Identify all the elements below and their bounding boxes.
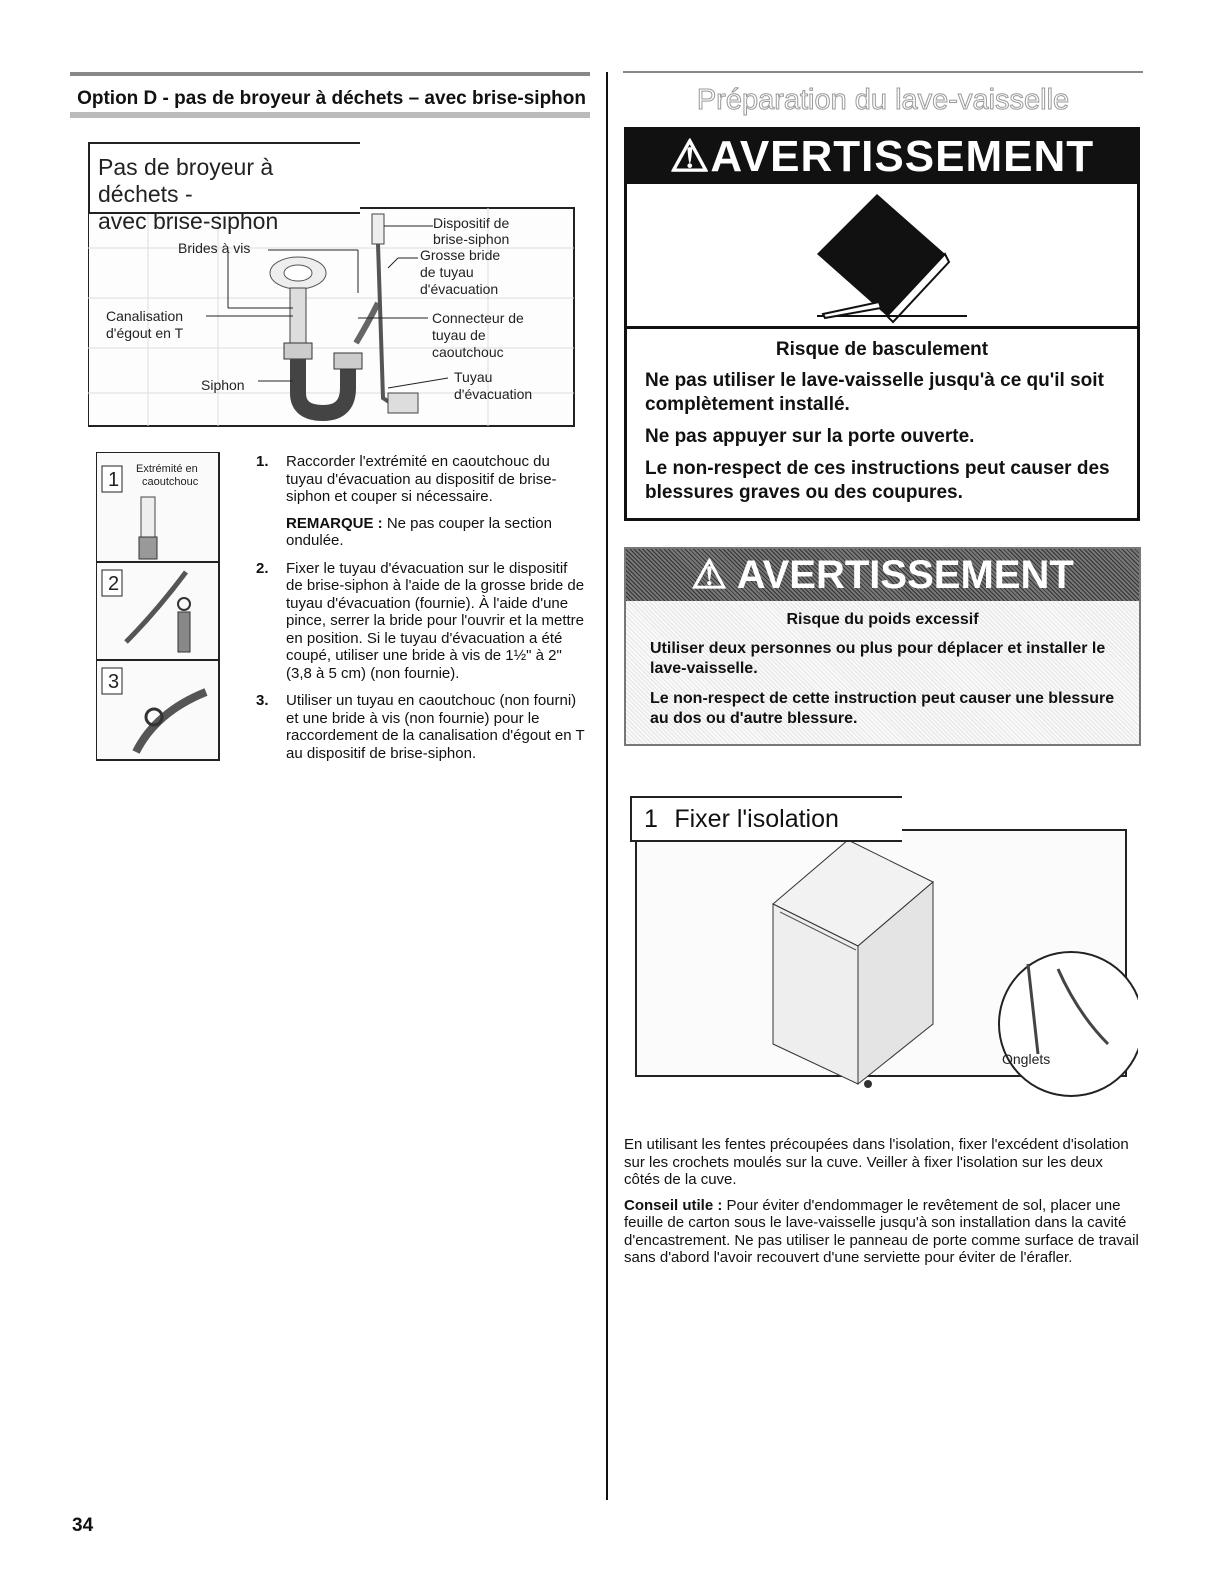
warning-weight: ⚠ AVERTISSEMENT Risque du poids excessif Utiliser deux personnes ou plus pour déplacer et installer le lave-vaisselle. Le non-respect de cette instruction peut causer une blessure au dos ou d'autre blessure. bbox=[624, 547, 1141, 746]
warning-triangle-icon: ⚠ bbox=[669, 132, 711, 181]
page-number: 34 bbox=[72, 1515, 94, 1536]
step-num-1: 1 bbox=[108, 469, 120, 491]
label-connect-2: tuyau de bbox=[432, 327, 486, 343]
header-rule bbox=[623, 71, 1143, 73]
diagram-title-line2: avec brise-siphon bbox=[98, 208, 279, 234]
label-dispositif-2: brise-siphon bbox=[433, 231, 510, 247]
label-dispositif-1: Dispositif de bbox=[433, 215, 510, 231]
warning-header: ⚠AVERTISSEMENT bbox=[627, 130, 1137, 184]
figure-title-tab bbox=[630, 796, 902, 842]
warning-tip-over: ⚠AVERTISSEMENT Risque de basculement Ne pas utiliser le lave-vaisselle jusqu'à ce qu'il soit complètement installé. Ne pas appuyer sur la porte ouverte. Le non-respect de ces instructions peut causer des blessures graves ou des coupures. bbox=[624, 127, 1140, 521]
remark: REMARQUE : Ne pas couper la section ondulée. bbox=[286, 514, 552, 549]
label-tuyau-2: d'évacuation bbox=[454, 386, 533, 402]
tip-over-icon bbox=[627, 184, 1137, 326]
label-grosse-3: d'évacuation bbox=[420, 281, 499, 297]
page-title: Préparation du lave-vaisselle bbox=[696, 84, 1070, 116]
list-item: 2. Fixer le tuyau d'évacuation sur le dispositif de brise-siphon à l'aide de la grosse bride de tuyau d'évacuation (fournie). À l'aide d'une pince, serrer la bride pour l'ouvrir et la mettre en position. Si le tuyau d'évacuation a été coupé, utiliser une bride à vis de 1½" à 2" (3,8 à 5 cm) (non fournie). bbox=[256, 559, 585, 682]
tip: Conseil utile : Pour éviter d'endommager le revêtement de sol, placer une feuille de carton sous le lave-vaisselle jusqu'à son installation dans la cavité d'encastrement. Ne pas utiliser le panneau de porte comme surface de travail sans d'abord l'avoir recouvert d'une serviette pour éviter de l'érafler. bbox=[624, 1196, 1139, 1266]
step-fig-label-2: caoutchouc bbox=[142, 476, 199, 488]
label-connect-1: Connecteur de bbox=[432, 310, 524, 326]
label-tuyau-1: Tuyau bbox=[454, 369, 493, 385]
column-divider bbox=[606, 72, 608, 1500]
diagram-title-line1: Pas de broyeur à déchets - bbox=[98, 154, 274, 207]
figure-title: Fixer l'isolation bbox=[674, 805, 839, 833]
figure-step-number: 1 bbox=[644, 805, 658, 833]
step-figures bbox=[96, 452, 221, 762]
step-num-2: 2 bbox=[108, 573, 120, 595]
tip-over-illustration bbox=[627, 184, 1137, 329]
diagram-title-box bbox=[88, 142, 360, 234]
warning-header: ⚠ AVERTISSEMENT bbox=[626, 549, 1139, 601]
label-brides: Brides à vis bbox=[178, 240, 251, 256]
warning-subtitle: Risque du poids excessif bbox=[786, 611, 979, 628]
warning-triangle-icon: ⚠ bbox=[691, 553, 737, 597]
label-grosse-2: de tuyau bbox=[420, 264, 474, 280]
list-item: 3. Utiliser un tuyau en caoutchouc (non fourni) et une bride à vis (non fournie) pour le raccordement de la canalisation d'égout en T au dispositif de brise-siphon. bbox=[256, 692, 585, 762]
label-canal-1: Canalisation bbox=[106, 308, 184, 324]
step-list bbox=[256, 453, 586, 772]
label-connect-3: caoutchouc bbox=[432, 344, 504, 360]
warning-subtitle: Risque de basculement bbox=[775, 339, 989, 360]
step-fig-label-1: Extrémité en bbox=[136, 463, 198, 475]
label-canal-2: d'égout en T bbox=[106, 325, 184, 341]
label-grosse-1: Grosse bride bbox=[420, 247, 501, 263]
step-num-3: 3 bbox=[108, 671, 120, 693]
section-title: Option D - pas de broyeur à déchets – avec brise-siphon bbox=[70, 72, 590, 118]
body-text: En utilisant les fentes précoupées dans l'isolation, fixer l'excédent d'isolation sur les crochets moulés sur la cuve. Veiller à fixer l'isolation sur les deux côtés de la cuve. Conseil utile : Pour éviter d'endommager le revêtement de sol, placer une feuille de carton sous le lave-vaisselle jusqu'à son installation dans la cavité d'encastrement. Ne pas utiliser le panneau de porte comme surface de travail sans d'abord l'avoir recouvert d'une serviette pour éviter de l'érafler. bbox=[624, 1136, 1139, 1266]
list-item: 1. Raccorder l'extrémité en caoutchouc du tuyau d'évacuation au dispositif de brise-siphon et couper si nécessaire. REMARQUE : Ne pas couper la section ondulée. bbox=[256, 453, 586, 550]
label-siphon: Siphon bbox=[201, 377, 245, 393]
label-onglets: Onglets bbox=[1002, 1051, 1051, 1067]
